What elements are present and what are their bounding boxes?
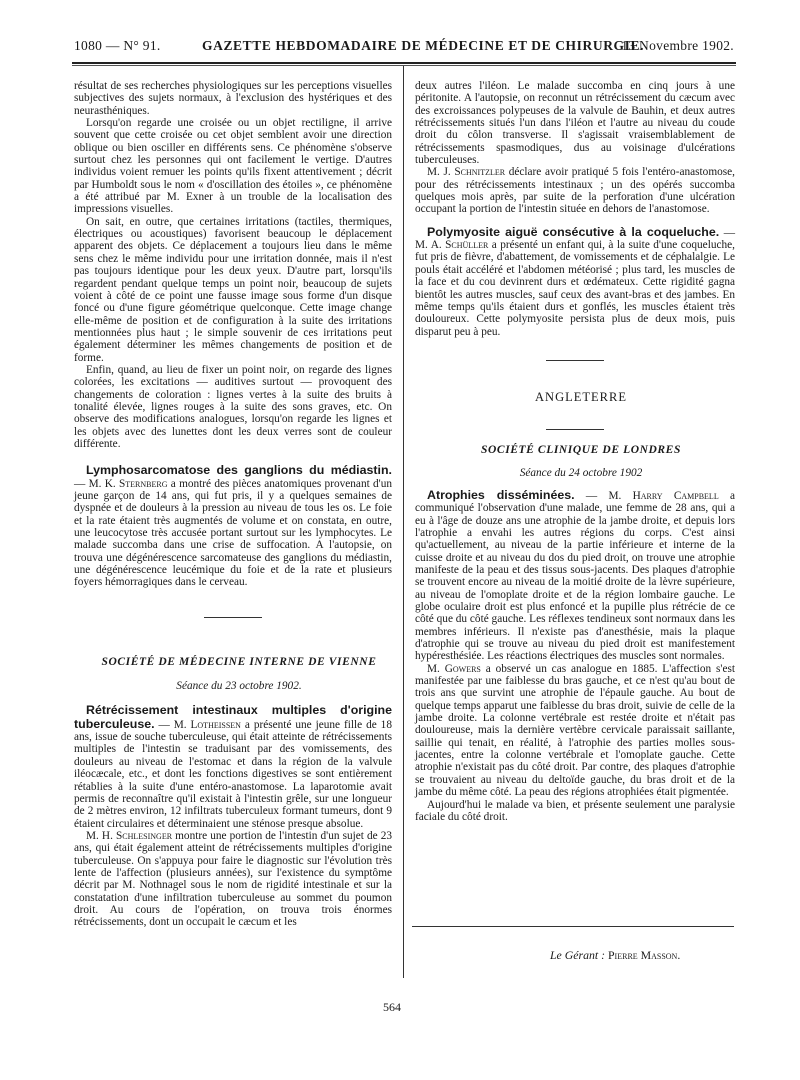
paragraph — [74, 830, 392, 929]
folio: 564 — [383, 1000, 401, 1014]
author-name: M. J. Schnitzler — [427, 166, 506, 179]
paragraph: Enfin, quand, au lieu de fixer un point noir, on regarde des lignes colorées, les excitations — auditives surtout — provoquent des changements de coloration : lignes vertes à la suite des bruits à tonalité élevée, lignes rouges à la suite des sons graves, etc. On observe des modifications analogues, lorsqu'on regarde les lignes et les objets avec des lunettes dont les deux verres sont de couleur différente. — [74, 363, 392, 450]
article-title: Rétrécissement intestinaux multiples d'origine tuberculeuse. — [74, 703, 392, 731]
article-text: montre une portion de l'intestin d'un sujet de 23 ans, qui était également atteint de rétrécissements multiples d'origine tuberculeuse. On s'appuya pour faire le diagnostic sur l'évolution très lente de l'affection (plusieurs années), sur l'existence du symptôme décrit par M. Nothnagel sous le nom de rigidité intestinale et sur la constatation d'une infiltration tuberculeuse au sommet du poumon droit. Au cours de l'opération, on trouva trois énormes rétrécissements, dont un occupait le cæcum et les — [74, 829, 393, 929]
society-heading: SOCIÉTÉ CLINIQUE DE LONDRES — [481, 444, 681, 457]
column-divider — [403, 66, 404, 978]
session-date: Séance du 23 octobre 1902. — [176, 680, 302, 693]
author-name: M. A. Schüller — [415, 239, 489, 252]
author-name: M. K. Sternberg — [88, 477, 168, 490]
page-number: 1080 — N° 91. — [74, 38, 161, 53]
gerant-label: Le Gérant : — [550, 948, 606, 962]
author-name: M. Lotheissen — [173, 718, 241, 731]
session-date: Séance du 24 octobre 1902 — [519, 466, 643, 479]
gerant-name: Pierre Masson. — [608, 948, 681, 962]
article-lymphosarcomatose: Lymphosarcomatose des ganglions du médiastin. — M. K. Sternberg a montré des pièces anatomiques provenant d'un jeune garçon de 14 ans, qui fut pris, il y a quelques semaines de dyspnée et de douleurs à la pression au niveau de tous les os. Le foie et la rate étaient très augmentés de volume et on constata, en outre, une leucocytose très accusée portant surtout sur les lymphocytes. Le malade succomba dans une crise de suffocation. A l'autopsie, on trouva une dégénérescence sarcomateuse des ganglions du médiastin, une dégénérescence leucémique du foie et de la rate et plusieurs foyers hémorragiques dans le cerveau. — [74, 463, 392, 589]
paragraph: deux autres l'iléon. Le malade succomba en cinq jours à une péritonite. A l'autopsie, on reconnut un rétrécissement du cæcum avec des excroissances polypeuses de la valvule de Bauhin, et deux autres rétrécissements situés l'un dans l'iléon et l'autre au niveau du coude droit du côlon transverse. Il s'agissait vraisemblablement de rétrécissements spasmodiques, dus au voisinage d'ulcérations tuberculeuses. — [415, 80, 735, 167]
paragraph — [415, 663, 735, 799]
article-title: Atrophies disséminées. — [427, 487, 575, 502]
article-text: a présenté une jeune fille de 18 ans, issue de souche tuberculeuse, qui était atteinte de rétrécissements multiples de l'intestin se traduisant par des vomissements, des douleurs au niveau de l'estomac et dans la région de la valvule iléocæcale, etc., et dont les fonctions digestives se sont entièrement rétablies à la suite d'une entéro-anastomose. La laparotomie avait permis de reconnaître qu'il existait à l'intestin grêle, sur une longueur de 2 mètres environ, 12 infiltrats tuberculeux formant tumeurs, dont 9 étaient circulaires et déterminaient une sténose presque absolue. — [74, 718, 392, 830]
article-text: a observé un cas analogue en 1885. L'affection s'est manifestée par une faiblesse du bras gauche, et ce n'est qu'au bout de trois ans que survint une atrophie de l'épaule gauche. Au bout de quelque temps apparut une faiblesse du bras droit, suivie de celle de la jambe droite. La colonne vertébrale est restée droite et n'était pas douloureuse, mais la dernière vertèbre cervicale paraissait saillante, saillie qui tenait, en réalité, à l'atrophie des parties molles sous-jacentes, entre la colonne vertébrale et l'omoplate gauche. Cette atrophie n'existait pas du côté droit. Par contre, des plaques d'atrophie se trouvaient au niveau du deltoïde gauche, du bras droit et de la jambe du même côté. La peau des régions atrophiées était pigmentée. — [415, 662, 736, 799]
paragraph: On sait, en outre, que certaines irritations (tactiles, thermiques, électriques ou acoustiques) favorisent beaucoup le déplacement apparent des objets. Ce déplacement a toujours lieu dans le même sens chez le même individu pour une irritation donnée, mais il n'est pas toujours identique pour les deux yeux. D'autre part, lorsqu'ils regardent pendant quelque temps un point noir, beaucoup de sujets voient à côté de ce point une fausse image sous forme d'un disque foncé ou d'une figure géométrique quelconque. Cette image change elle-même de position et de configuration à la suite des irritations mentionnées plus haut ; le simple souvenir de ces irritations peut également déterminer les mêmes changements de position et de forme. — [74, 215, 392, 364]
right-column — [415, 80, 735, 823]
article-title: Lymphosarcomatose des ganglions du médiastin. — [86, 463, 392, 478]
paragraph: Lorsqu'on regarde une croisée ou un objet rectiligne, il arrive souvent que cette croisée ou cet objet semblent avoir une direction oblique ou bien osciller en différents sens. Ce phénomène s'observe surtout chez les personnes qui ont facilement le vertige. D'autres individus voient remuer les points qu'ils fixent attentivement ; décrit par Humboldt sous le nom « d'oscillation des étoiles », ce phénomène a été attribué par M. Exner à un trouble de la localisation des impressions visuelles. — [74, 117, 392, 216]
article-retrecissement: Rétrécissement intestinaux multiples d'origine tuberculeuse. — M. Lotheissen a présenté une jeune fille de 18 ans, issue de souche tuberculeuse, qui était atteinte de rétrécissements multiples de l'intestin se traduisant par des vomissements, des douleurs au niveau de l'estomac et dans la région de la valvule iléocæcale, etc., et dont les fonctions digestives se sont entièrement rétablies à la suite d'une entéro-anastomose. La laparotomie avait permis de reconnaître qu'il existait à l'intestin grêle, sur une longueur de 2 mètres environ, 12 infiltrats tuberculeux formant tumeurs, dont 9 étaient circulaires et déterminaient une sténose presque absolue. — [74, 703, 392, 830]
paragraph: Aujourd'hui le malade va bien, et présente seulement une paralysie faciale du côté droit. — [415, 798, 735, 823]
running-header — [74, 38, 734, 56]
article-polymyosite: Polymyosite aiguë consécutive à la coqueluche. — M. A. Schüller a présenté un enfant qui, à la suite d'une coqueluche, fut pris de fièvre, d'abattement, de vomissements et de céphalalgie. Le pouls était accéléré et l'abdomen météorisé ; plus tard, les muscles de la face et du cou devinrent durs et œdémateux. Cette rigidité gagna bientôt les autres muscles, sauf ceux des avant-bras et des jambes. En même temps qu'ils étaient durs et gonflés, les muscles étaient très douloureux. Cette polymyosite persista plus de deux mois, puis disparut peu à peu. — [415, 224, 735, 338]
article-text: a communiqué l'observation d'une malade, une femme de 28 ans, qui a eu à l'âge de douze ans une atrophie de la jambe droite, et depuis lors l'atrophie a envahi les autres régions du corps. C'est ainsi qu'actuellement, au niveau de la partie inférieure et interne de la cuisse droite et au niveau du dos du pied droit, on trouve une atrophie manifeste de la peau et des tissus sous-jacents. Des plaques d'atrophie se trouvent encore au niveau de la moitié droite de la lèvre supérieure, au niveau de l'omoplate droite et de la région lombaire gauche. Le globe oculaire droit est plus enfoncé et la pupille plus rétrécie de ce côté que du côté gauche. Les réflexes tendineux sont normaux dans les membres inférieurs. Il n'existe pas d'anesthésie, mais la plaque d'atrophie qui se trouve au niveau du pied droit est manifestement hypéresthésiée. Les réactions électriques des muscles sont normales. — [415, 489, 736, 663]
author-name: M. H. Schlesinger — [86, 829, 173, 842]
paragraph: résultat de ses recherches physiologiques sur les perceptions visuelles subjectives des sujets normaux, à l'exclusion des hystériques et des neurasthéniques. — [74, 80, 392, 117]
issue-date: 13 Novembre 1902. — [621, 38, 734, 53]
header-rule-thin — [72, 65, 736, 66]
header-rule — [72, 62, 736, 64]
gerant-signature — [550, 948, 680, 963]
left-column — [74, 80, 392, 929]
article-text: déclare avoir pratiqué 5 fois l'entéro-anastomose, pour des rétrécissements intestinaux ; un des opérés succomba quelques mois après, par suite de la perforation d'une ulcération occupant la portion de l'intestin située en dehors de l'anastomose. — [415, 166, 735, 216]
country-heading: ANGLETERRE — [535, 389, 627, 404]
closing-rule — [412, 926, 734, 927]
society-heading: SOCIÉTÉ DE MÉDECINE INTERNE DE VIENNE — [101, 655, 377, 668]
article-text: a montré des pièces anatomiques provenant d'un jeune garçon de 14 ans, qui fut pris, il y a quelques semaines de dyspnée et de douleurs à la pression au niveau de tous les os. Le foie et la rate étaient très augmentés de volume et on constata, en outre, une leucocytose très accusée portant surtout sur les lymphocytes. Le malade succomba dans une crise de suffocation. A l'autopsie, on trouva une dégénérescence sarcomateuse des ganglions du médiastin, une dégénérescence leucémique du foie et de la rate et plusieurs foyers hémorragiques dans le cerveau. — [74, 477, 392, 589]
author-name: M. Gowers — [427, 662, 481, 675]
journal-title: GAZETTE HEBDOMADAIRE DE MÉDECINE ET DE CHIRURGIE. — [202, 38, 645, 53]
author-name: M. Harry Campbell — [608, 489, 719, 502]
paragraph — [415, 166, 735, 215]
article-title: Polymyosite aiguë consécutive à la coqueluche. — [427, 224, 720, 239]
article-atrophies: Atrophies disséminées. — M. Harry Campbell a communiqué l'observation d'une malade, une femme de 28 ans, qui a eu à l'âge de douze ans une atrophie de la jambe droite, et depuis lors l'atrophie a envahi les autres régions du corps. C'est ainsi qu'actuellement, au niveau de la partie inférieure et interne de la cuisse droite et au niveau du dos du pied droit, on trouve une atrophie manifeste de la peau et des tissus sous-jacents. Des plaques d'atrophie se trouvent encore au niveau de la moitié droite de la lèvre supérieure, au niveau de l'omoplate droite et de la région lombaire gauche. Le globe oculaire droit est plus enfoncé et la pupille plus rétrécie de ce côté que du côté gauche. Les réflexes tendineux sont normaux dans les membres inférieurs. Il n'existe pas d'anesthésie, mais la plaque d'atrophie qui se trouve au niveau du pied droit est manifestement hypéresthésiée. Les réactions électriques des muscles sont normales. — [415, 487, 736, 663]
article-text: a présenté un enfant qui, à la suite d'une coqueluche, fut pris de fièvre, d'abattement, de vomissements et de céphalalgie. Le pouls était accéléré et l'abdomen météorisé ; plus tard, les muscles de la face et du cou devinrent durs et œdémateux. Cette rigidité gagna bientôt les autres muscles, sauf ceux des avant-bras et des jambes. En même temps qu'ils étaient durs et gonflés, les muscles étaient très douloureux. Cette polymyosite persista plus de deux mois, puis disparut peu à peu. — [415, 239, 735, 338]
